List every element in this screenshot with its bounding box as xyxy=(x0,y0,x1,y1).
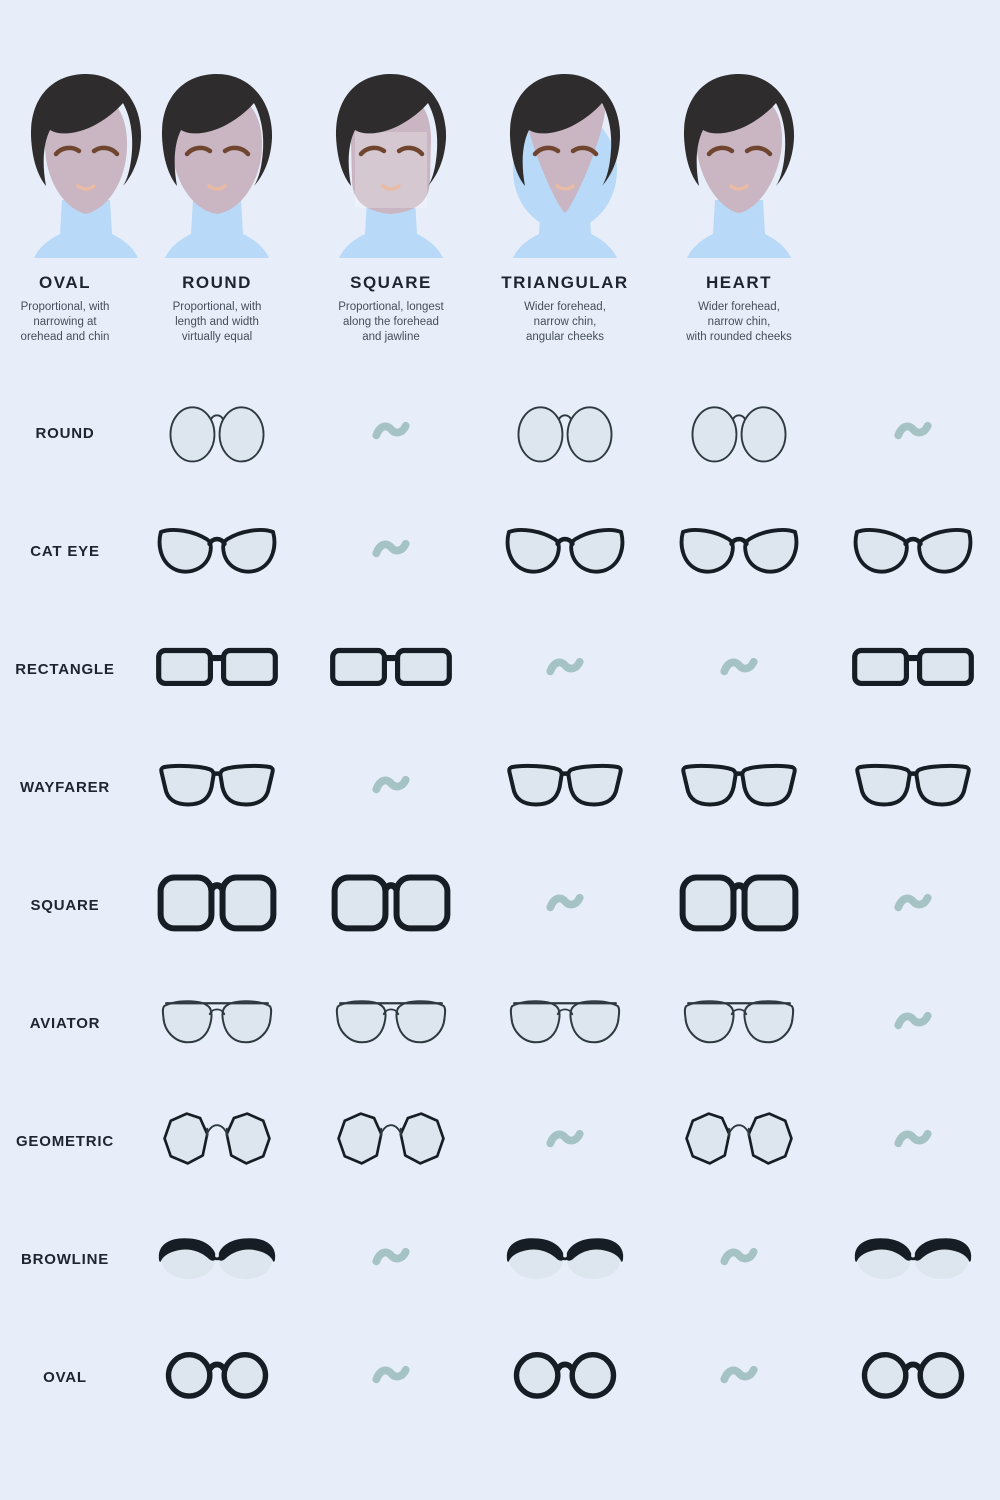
face-shape-title: HEART xyxy=(705,273,773,292)
header-spacer xyxy=(826,62,1000,372)
frame-style-label: AVIATOR xyxy=(29,1014,101,1032)
matrix-cell-square-square xyxy=(478,846,652,964)
frame-style-label: GEOMETRIC xyxy=(15,1132,115,1150)
matrix-cell-browline-oval xyxy=(130,1200,304,1318)
frame-style-label: WAYFARER xyxy=(19,778,111,796)
matrix-cell-oval-square xyxy=(478,1318,652,1436)
aviator-glasses-icon xyxy=(680,994,798,1052)
square-glasses-icon xyxy=(330,872,452,938)
description-line: with rounded cheeks xyxy=(686,331,792,344)
round-glasses-icon xyxy=(166,398,268,469)
matrix-cell-geometric-round xyxy=(304,1082,478,1200)
description-line: length and width xyxy=(175,316,259,329)
oval-glasses-icon xyxy=(512,1350,618,1404)
frame-style-label: CAT EYE xyxy=(30,542,100,560)
face-shape-column-round xyxy=(130,62,304,372)
cateye-glasses-icon xyxy=(678,520,800,582)
matrix-cell-oval-oval xyxy=(130,1318,304,1436)
rectangle-glasses-icon xyxy=(154,642,280,696)
tilde-icon xyxy=(546,889,584,922)
matrix-cell-rectangle-heart xyxy=(826,610,1000,728)
geometric-glasses-icon xyxy=(335,1109,447,1173)
matrix-cell-geometric-triangular xyxy=(652,1082,826,1200)
wayfarer-glasses-icon xyxy=(506,759,624,815)
description-line: Wider forehead, xyxy=(698,301,780,313)
matrix-cell-geometric-square xyxy=(478,1082,652,1200)
frame-row-oval xyxy=(0,1318,1000,1436)
round-glasses-icon xyxy=(688,398,790,469)
frame-row-square xyxy=(0,846,1000,964)
matrix-cell-rectangle-triangular xyxy=(652,610,826,728)
matrix-cell-cateye-square xyxy=(478,492,652,610)
aviator-glasses-icon xyxy=(158,994,276,1052)
matrix-cell-wayfarer-triangular xyxy=(652,728,826,846)
description-line: narrow chin, xyxy=(533,316,597,329)
face-shape-title: TRIANGULAR xyxy=(501,273,629,292)
matrix-cell-rectangle-round xyxy=(304,610,478,728)
description-line: Proportional, with xyxy=(172,301,262,313)
cateye-glasses-icon xyxy=(504,520,626,582)
matrix-cell-cateye-oval xyxy=(130,492,304,610)
matrix-cell-geometric-heart xyxy=(826,1082,1000,1200)
browline-glasses-icon xyxy=(505,1232,625,1287)
frame-row-round xyxy=(0,374,1000,492)
description-line: along the forehead xyxy=(343,316,439,329)
heart-face-illustration-icon xyxy=(652,62,826,267)
frame-row-browline xyxy=(0,1200,1000,1318)
browline-glasses-icon xyxy=(157,1232,277,1287)
tilde-icon xyxy=(546,653,584,686)
matrix-cell-oval-round xyxy=(304,1318,478,1436)
tilde-icon xyxy=(372,771,410,804)
frame-style-label: ROUND xyxy=(35,424,95,442)
matrix-cell-wayfarer-round xyxy=(304,728,478,846)
frame-style-label: SQUARE xyxy=(30,896,100,914)
matrix-cell-aviator-round xyxy=(304,964,478,1082)
matrix-cell-round-square xyxy=(478,374,652,492)
face-shape-column-oval xyxy=(0,62,130,372)
face-shape-title: SQUARE xyxy=(350,273,432,292)
face-shape-description xyxy=(478,300,652,346)
matrix-cell-round-round xyxy=(304,374,478,492)
geometric-glasses-icon xyxy=(683,1109,795,1173)
matrix-cell-wayfarer-heart xyxy=(826,728,1000,846)
tilde-icon xyxy=(720,653,758,686)
description-line: virtually equal xyxy=(181,331,253,344)
matrix-cell-aviator-oval xyxy=(130,964,304,1082)
face-shape-column-triangular xyxy=(478,62,652,372)
square-glasses-icon xyxy=(156,872,278,938)
matrix-cell-rectangle-oval xyxy=(130,610,304,728)
matrix-cell-cateye-heart xyxy=(826,492,1000,610)
tilde-icon xyxy=(894,889,932,922)
matrix-cell-oval-triangular xyxy=(652,1318,826,1436)
oval-glasses-icon xyxy=(860,1350,966,1404)
matrix-cell-square-oval xyxy=(130,846,304,964)
tilde-icon xyxy=(720,1243,758,1276)
geometric-glasses-icon xyxy=(161,1109,273,1173)
description-line: Proportional, longest xyxy=(338,301,444,313)
frame-row-cateye xyxy=(0,492,1000,610)
rectangle-glasses-icon xyxy=(328,642,454,696)
face-shape-title: ROUND xyxy=(182,273,252,292)
matrix-cell-wayfarer-square xyxy=(478,728,652,846)
square-face-illustration-icon xyxy=(304,62,478,267)
matrix-cell-browline-round xyxy=(304,1200,478,1318)
description-line: narrowing at xyxy=(33,316,97,329)
matrix-cell-square-heart xyxy=(826,846,1000,964)
tilde-icon xyxy=(546,1125,584,1158)
cateye-glasses-icon xyxy=(852,520,974,582)
matrix-cell-browline-square xyxy=(478,1200,652,1318)
matrix-cell-browline-triangular xyxy=(652,1200,826,1318)
frame-row-wayfarer xyxy=(0,728,1000,846)
description-line: orehead and chin xyxy=(20,331,110,344)
matrix-cell-round-triangular xyxy=(652,374,826,492)
aviator-glasses-icon xyxy=(332,994,450,1052)
tilde-icon xyxy=(372,1361,410,1394)
wayfarer-glasses-icon xyxy=(158,759,276,815)
matrix-cell-aviator-heart xyxy=(826,964,1000,1082)
triangular-face-illustration-icon xyxy=(478,62,652,267)
frame-style-label: BROWLINE xyxy=(20,1250,110,1268)
face-shape-description xyxy=(652,300,826,346)
description-line: Proportional, with xyxy=(20,301,110,313)
square-glasses-icon xyxy=(678,872,800,938)
matrix-cell-wayfarer-oval xyxy=(130,728,304,846)
browline-glasses-icon xyxy=(853,1232,973,1287)
cateye-glasses-icon xyxy=(156,520,278,582)
description-line: angular cheeks xyxy=(526,331,604,344)
tilde-icon xyxy=(720,1361,758,1394)
face-shape-description xyxy=(0,300,130,346)
rectangle-glasses-icon xyxy=(850,642,976,696)
matrix-cell-oval-heart xyxy=(826,1318,1000,1436)
matrix-cell-cateye-round xyxy=(304,492,478,610)
tilde-icon xyxy=(372,535,410,568)
frame-style-label: OVAL xyxy=(43,1368,87,1386)
matrix-cell-geometric-oval xyxy=(130,1082,304,1200)
tilde-icon xyxy=(372,1243,410,1276)
oval-face-illustration-icon xyxy=(0,62,130,267)
matrix-cell-rectangle-square xyxy=(478,610,652,728)
round-face-illustration-icon xyxy=(130,62,304,267)
matrix-cell-browline-heart xyxy=(826,1200,1000,1318)
aviator-glasses-icon xyxy=(506,994,624,1052)
tilde-icon xyxy=(894,417,932,450)
frame-row-aviator xyxy=(0,964,1000,1082)
matrix-cell-cateye-triangular xyxy=(652,492,826,610)
wayfarer-glasses-icon xyxy=(854,759,972,815)
matrix-cell-aviator-square xyxy=(478,964,652,1082)
face-shape-description xyxy=(304,300,478,346)
matrix-cell-square-triangular xyxy=(652,846,826,964)
round-glasses-icon xyxy=(514,398,616,469)
matrix-cell-square-round xyxy=(304,846,478,964)
face-shape-title: OVAL xyxy=(39,273,91,292)
tilde-icon xyxy=(372,417,410,450)
face-shape-column-heart xyxy=(652,62,826,372)
tilde-icon xyxy=(894,1007,932,1040)
matrix-cell-aviator-triangular xyxy=(652,964,826,1082)
oval-glasses-icon xyxy=(164,1350,270,1404)
face-shape-description xyxy=(130,300,304,346)
frame-row-geometric xyxy=(0,1082,1000,1200)
tilde-icon xyxy=(894,1125,932,1158)
matrix-cell-round-heart xyxy=(826,374,1000,492)
frame-style-label: RECTANGLE xyxy=(15,660,115,678)
description-line: Wider forehead, xyxy=(524,301,606,313)
face-shape-column-square xyxy=(304,62,478,372)
description-line: narrow chin, xyxy=(707,316,771,329)
description-line: and jawline xyxy=(362,331,420,344)
matrix-cell-round-oval xyxy=(130,374,304,492)
frame-row-rectangle xyxy=(0,610,1000,728)
frames-compatibility-matrix xyxy=(0,374,1000,1436)
face-shapes-header xyxy=(0,0,1000,372)
wayfarer-glasses-icon xyxy=(680,759,798,815)
